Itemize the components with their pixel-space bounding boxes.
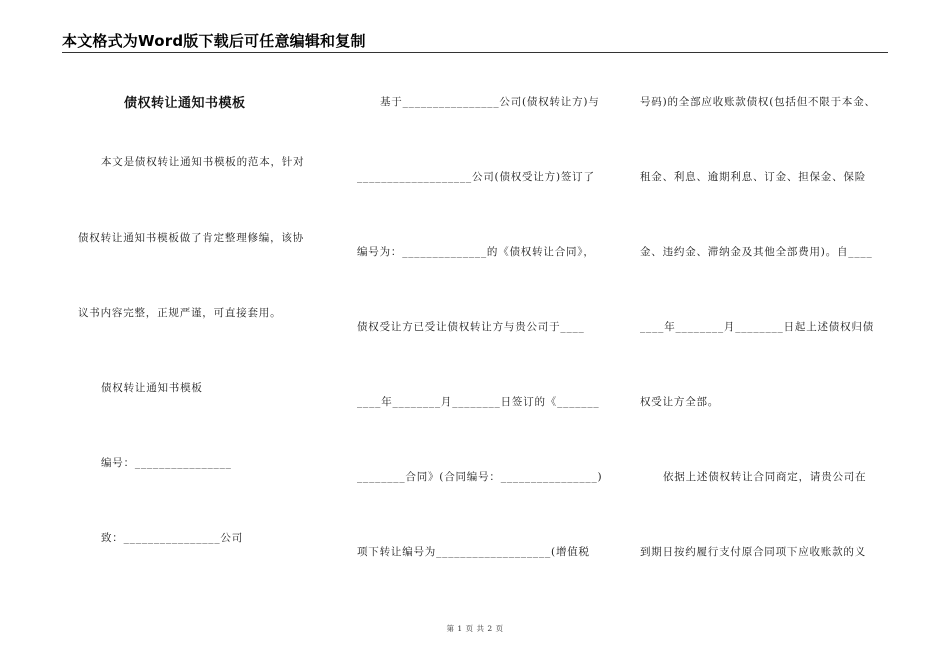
- body-line-11: ____年________月________日起上述债权归债: [640, 321, 874, 333]
- intro-line-2: 债权转让通知书模板做了肯定整理修编，该协: [78, 232, 304, 244]
- body-line-7: 项下转让编号为___________________(增值税: [357, 546, 590, 558]
- intro-line-3: 议书内容完整，正规严谨，可直接套用。: [78, 307, 282, 319]
- body-line-4: 债权受让方已受让债权转让方与贵公司于____: [357, 321, 585, 333]
- document-title: 债权转让通知书模板: [124, 96, 246, 111]
- template-subtitle: 债权转让通知书模板: [101, 382, 203, 394]
- body-line-8: 号码)的全部应收账款债权(包括但不限于本金、: [640, 96, 876, 108]
- header-divider: [62, 52, 888, 53]
- body-line-5: ____年________月________日签订的《_______: [357, 396, 600, 408]
- body-line-12: 权受让方全部。: [640, 396, 720, 408]
- body-line-6: ________合同》(合同编号：________________): [357, 471, 603, 483]
- body-line-10: 金、违约金、滞纳金及其他全部费用)。自____: [640, 246, 873, 258]
- body-line-3: 编号为：______________的《债权转让合同》，: [357, 246, 595, 258]
- page-number: 第 1 页 共 2 页: [446, 624, 504, 633]
- body-line-13: 依据上述债权转让合同商定，请贵公司在: [663, 471, 867, 483]
- document-header: 本文格式为Word版下载后可任意编辑和复制: [62, 32, 366, 50]
- recipient-line: 致：________________公司: [101, 532, 243, 544]
- number-field-line: 编号：________________: [101, 457, 232, 469]
- body-line-2: ___________________公司(债权受让方)签订了: [357, 171, 595, 183]
- body-line-9: 租金、利息、逾期利息、订金、担保金、保险: [640, 171, 866, 183]
- body-line-14: 到期日按约履行支付原合同项下应收账款的义: [640, 546, 866, 558]
- intro-line-1: 本文是债权转让通知书模板的范本，针对: [101, 156, 305, 168]
- body-line-1: 基于________________公司(债权转让方)与: [380, 96, 600, 108]
